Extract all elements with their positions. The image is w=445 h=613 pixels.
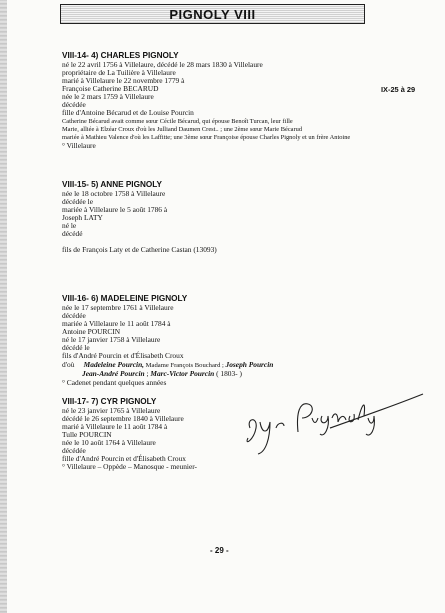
entry-line: décédée	[62, 100, 86, 109]
entry-line: décédé le	[62, 343, 90, 352]
entry-line: décédée	[62, 311, 86, 320]
entry-line: décédée	[62, 446, 86, 455]
entry-line: née le 10 août 1764 à Villelaure	[62, 438, 156, 447]
entry-line: née le 2 mars 1759 à Villelaure	[62, 92, 154, 101]
children-intro: d'où	[62, 360, 75, 369]
child-name: Marc-Victor Pourcin	[150, 369, 215, 378]
entry-line: fille d'André Pourcin et d'Élisabeth Croux	[62, 454, 186, 463]
entry-line: Joseph LATY	[62, 213, 103, 222]
entry-line: décédée le	[62, 197, 93, 206]
entry-line: décédé	[62, 229, 83, 238]
entry-line: fils d'André Pourcin et d'Élisabeth Croux	[62, 351, 184, 360]
entry-note: ° Cadenet pendant quelques années	[62, 378, 167, 387]
entry-line: marié à Villelaure le 11 août 1784 à	[62, 422, 168, 431]
cross-reference: IX-25 à 29	[381, 85, 416, 94]
entry-line: décédé le 26 septembre 1840 à Villelaure	[62, 414, 184, 423]
header-band	[60, 4, 365, 24]
entry-note: Catherine Bécarud avait comme sœur Cécile Bécarud, qui épouse Benoît Turcan, leur fille	[62, 118, 293, 125]
child-separator: ;	[144, 369, 151, 378]
entry-line: fille d'Antoine Bécarud et de Louise Pourcin	[62, 108, 194, 117]
entry-note: Marie, alliée à Elzéar Croux d'où les Julliand Daumen Crest.. ; une 2ème sœur Marie Bécarud	[62, 126, 303, 133]
entry-line: née le 17 septembre 1761 à Villelaure	[62, 303, 174, 312]
entry-line: mariée à Villelaure le 11 août 1784 à	[62, 319, 171, 328]
entry-line: né le	[62, 221, 77, 230]
entry-heading: VIII-14- 4) CHARLES PIGNOLY	[62, 51, 179, 60]
child-note: Madame François Bouchard ;	[144, 362, 226, 369]
entry-line: né le 17 janvier 1758 à Villelaure	[62, 335, 161, 344]
child-name: Jean-André Pourcin	[82, 369, 145, 378]
entry-note: mariée à Mathieu Valence d'où les Laffitte; une 3ème sœur Françoise épouse Charles Pignoly et un frère Antoine	[62, 134, 351, 141]
entry-heading: VIII-15- 5) ANNE PIGNOLY	[62, 180, 162, 189]
entry-line: né le 22 avril 1756 à Villelaure, décédé le 28 mars 1830 à Villelaure	[62, 60, 263, 69]
entry-line: marié à Villelaure le 22 novembre 1779 à	[62, 76, 185, 85]
entry-heading: VIII-16- 6) MADELEINE PIGNOLY	[62, 294, 188, 303]
handwritten-signature	[238, 388, 428, 458]
entry-line: ° Villelaure – Oppède – Manosque - meunier-	[62, 462, 198, 471]
entry-note: ° Villelaure	[62, 141, 96, 150]
page-title: PIGNOLY VIII	[169, 7, 256, 22]
child-dates: ( 1803- )	[214, 369, 242, 378]
scan-edge	[0, 0, 7, 613]
children-line	[82, 370, 242, 378]
entry-line: fils de François Laty et de Catherine Castan (13093)	[62, 245, 217, 254]
entry-heading: VIII-17- 7) CYR PIGNOLY	[62, 397, 157, 406]
page-number: - 29 -	[210, 546, 229, 555]
child-name: Joseph Pourcin	[225, 360, 274, 369]
entry-line: mariée à Villelaure le 5 août 1786 à	[62, 205, 168, 214]
entry-line: Tulle POURCIN	[62, 430, 112, 439]
entry-line: née le 18 octobre 1758 à Villelaure	[62, 189, 166, 198]
entry-line: Françoise Catherine BECARUD	[62, 84, 159, 93]
entry-line: né le 23 janvier 1765 à Villelaure	[62, 406, 161, 415]
entry-line: propriétaire de La Tuilière à Villelaure	[62, 68, 176, 77]
child-name: Madeleine Pourcin,	[83, 360, 145, 369]
entry-line: Antoine POURCIN	[62, 327, 121, 336]
